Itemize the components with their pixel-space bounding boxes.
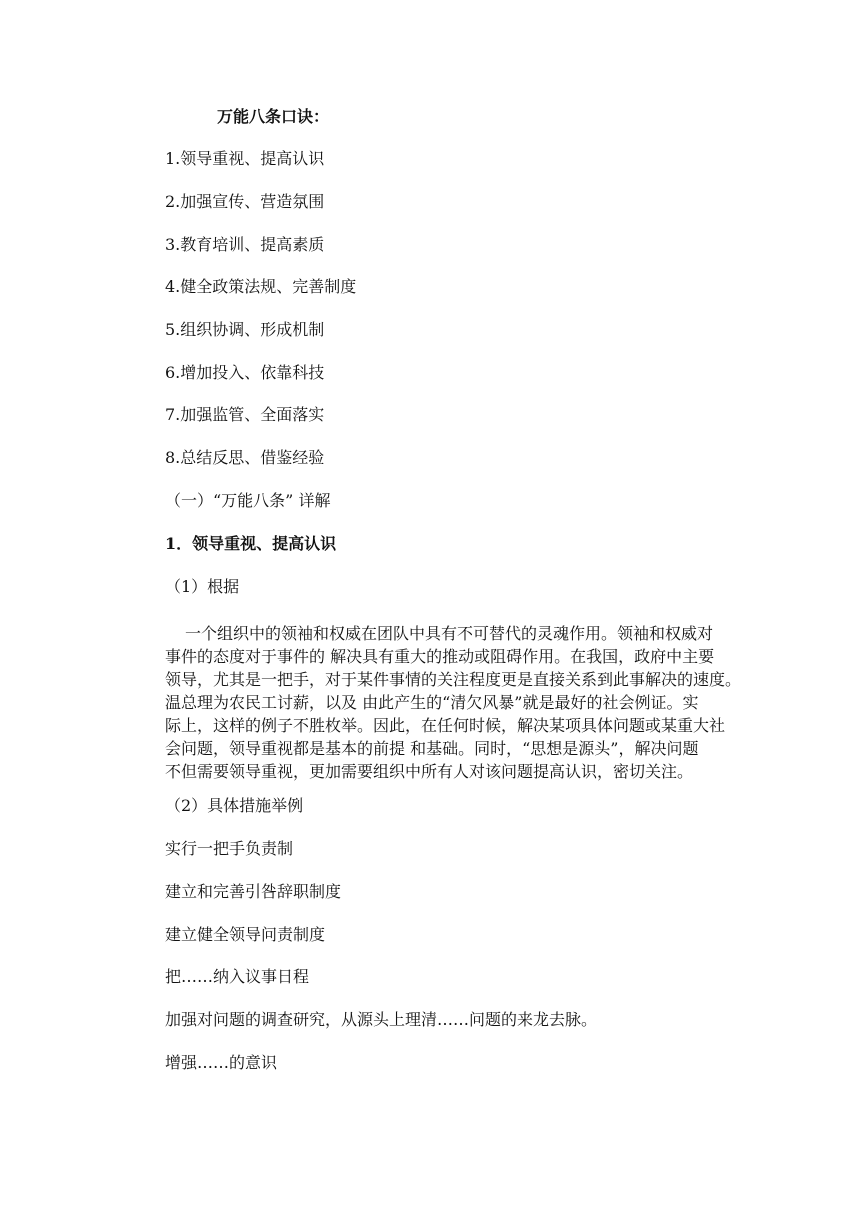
list-item: 8.总结反思、借鉴经验 bbox=[165, 448, 325, 467]
measure-item: 建立健全领导问责制度 bbox=[165, 925, 326, 944]
basis-paragraph bbox=[165, 622, 742, 783]
list-item: 3.教育培训、提高素质 bbox=[165, 235, 325, 254]
paragraph-line: 会问题，领导重视都是基本的前提 和基础。同时，“思想是源头”，解决问题 bbox=[165, 739, 699, 758]
list-item: 4.健全政策法规、完善制度 bbox=[165, 277, 357, 296]
paragraph-line: 领导，尤其是一把手，对于某件事情的关注程度更是直接关系到此事解决的速度。 bbox=[165, 670, 742, 689]
section-title: （一）“万能八条” 详解 bbox=[165, 491, 331, 510]
heading: 万能八条口诀： bbox=[217, 107, 330, 126]
list-item: 7.加强监管、全面落实 bbox=[165, 405, 325, 424]
measure-item: 实行一把手负责制 bbox=[165, 839, 294, 858]
measure-item: 增强……的意识 bbox=[165, 1053, 278, 1072]
paragraph-line: 一个组织中的领袖和权威在团队中具有不可替代的灵魂作用。领袖和权威对 bbox=[185, 624, 714, 643]
paragraph-line: 不但需要领导重视，更加需要组织中所有人对该问题提高认识，密切关注。 bbox=[165, 762, 694, 781]
list-item: 1.领导重视、提高认识 bbox=[165, 149, 325, 168]
basis-label: （1）根据 bbox=[165, 577, 240, 596]
measure-item: 把……纳入议事日程 bbox=[165, 967, 310, 986]
paragraph-line: 际上，这样的例子不胜枚举。因此，在任何时候，解决某项具体问题或某重大社 bbox=[165, 716, 726, 735]
measure-item: 建立和完善引咎辞职制度 bbox=[165, 882, 342, 901]
list-item: 2.加强宣传、营造氛围 bbox=[165, 192, 325, 211]
subsection-title: 1．领导重视、提高认识 bbox=[165, 534, 337, 553]
list-item: 6.增加投入、依靠科技 bbox=[165, 363, 325, 382]
paragraph-line: 温总理为农民工讨薪，以及 由此产生的“清欠风暴”就是最好的社会例证。实 bbox=[165, 693, 699, 712]
list-item: 5.组织协调、形成机制 bbox=[165, 320, 325, 339]
measures-label: （2）具体措施举例 bbox=[165, 796, 304, 815]
paragraph-line: 事件的态度对于事件的 解决具有重大的推动或阻碍作用。在我国，政府中主要 bbox=[165, 647, 715, 666]
measure-item: 加强对问题的调查研究，从源头上理清……问题的来龙去脉。 bbox=[165, 1010, 598, 1029]
